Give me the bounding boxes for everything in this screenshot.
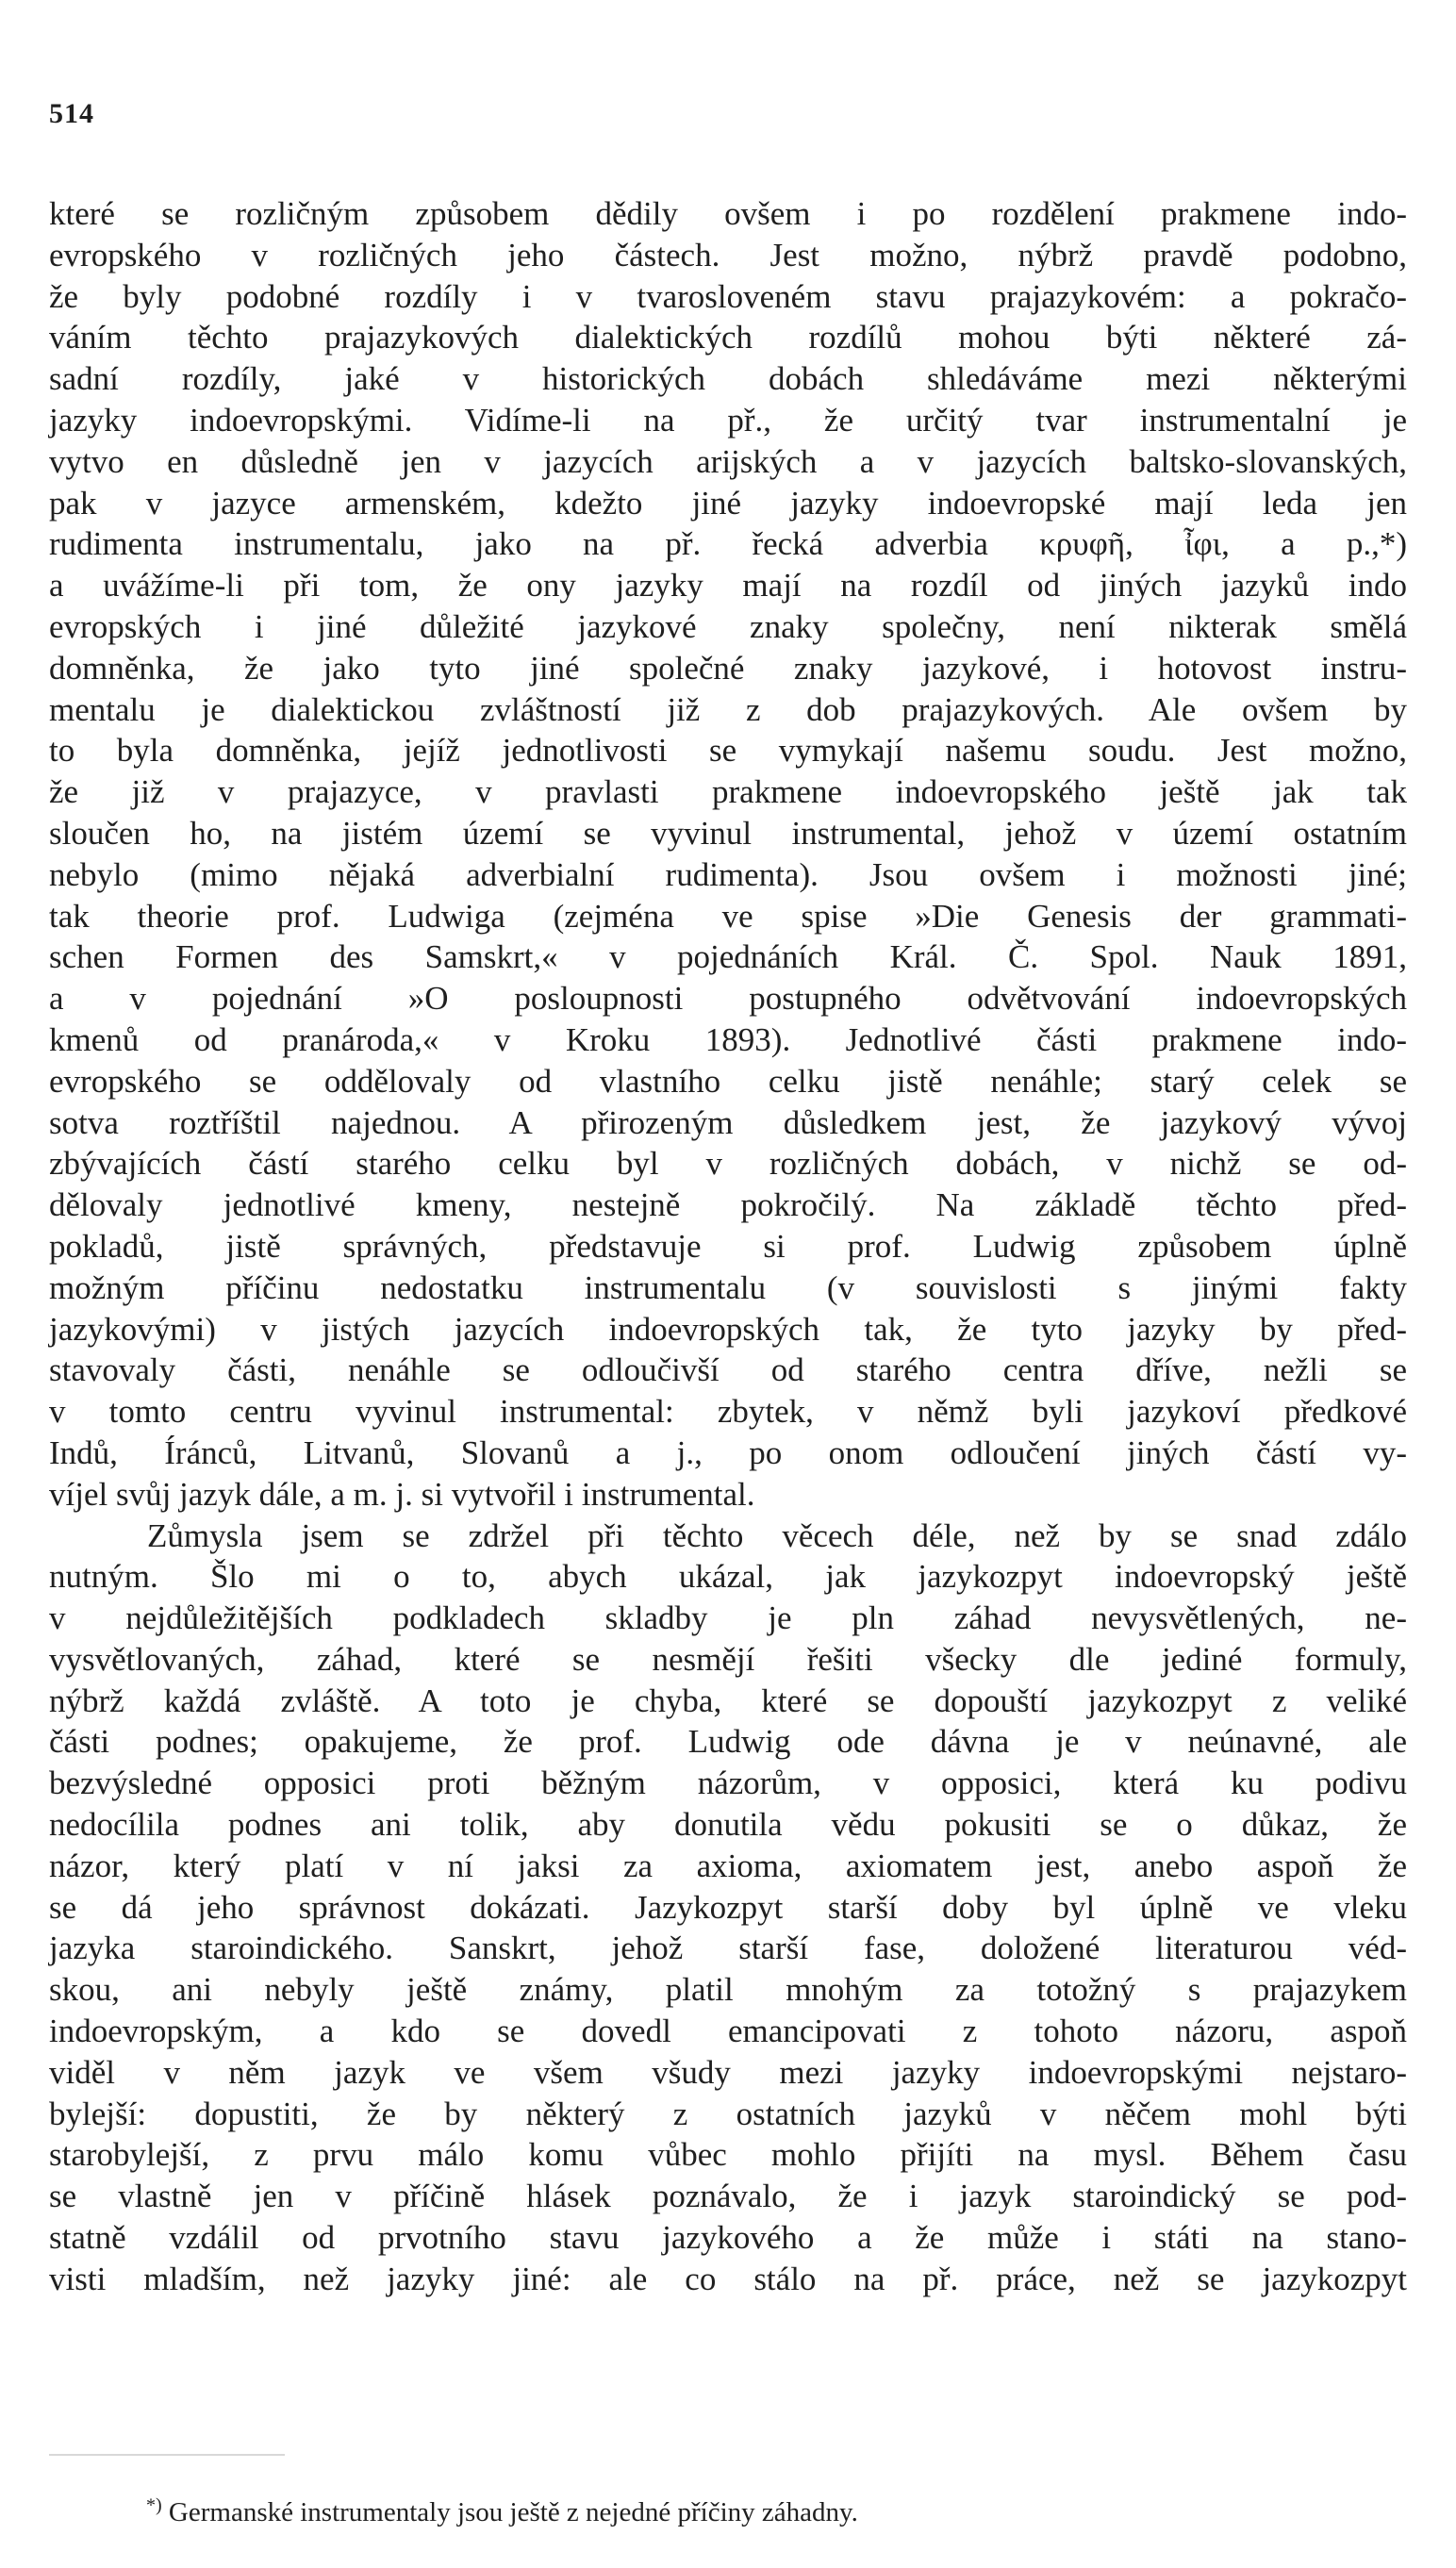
text-line: viděl v něm jazyk ve všem všudy mezi jazyky indoevropskými nejstaro- — [49, 2053, 1407, 2091]
text-line: které se rozličným způsobem dědily ovšem i po rozdělení prakmene indo- — [49, 195, 1407, 232]
text-line: evropského v rozličných jeho částech. Jest možno, nýbrž pravdě podobno, — [49, 236, 1407, 273]
text-line: se vlastně jen v příčině hlásek poznávalo, že i jazyk staroindický se pod- — [49, 2178, 1407, 2215]
text-line: jazyky indoevropskými. Vidíme-li na př., že určitý tvar instrumentalní je — [49, 401, 1407, 439]
text-line: kmenů od pranároda,« v Kroku 1893). Jednotlivé části prakmene indo- — [49, 1020, 1407, 1058]
text-line: názor, který platí v ní jaksi za axioma, axiomatem jest, anebo aspoň že — [49, 1847, 1407, 1884]
text-line: a uvážíme-li při tom, že ony jazyky mají na rozdíl od jiných jazyků indo — [49, 567, 1407, 605]
text-line: nedocílila podnes ani tolik, aby donutila vědu pokusiti se o důkaz, že — [49, 1806, 1407, 1844]
text-line: schen Formen des Samskrt,« v pojednáních Král. Č. Spol. Nauk 1891, — [49, 938, 1407, 976]
text-line: pokladů, jistě správných, představuje si prof. Ludwig způsobem úplně — [49, 1227, 1407, 1265]
footnote-text: Germanské instrumentaly jsou ještě z nejedné příčiny záhadny. — [168, 2497, 858, 2527]
text-line: tak theorie prof. Ludwiga (zejména ve spise »Die Genesis der grammati- — [49, 897, 1407, 935]
text-line: že byly podobné rozdíly i v tvarosloveném stavu prajazykovém: a pokračo- — [49, 277, 1407, 315]
text-line: mentalu je dialektickou zvláštností již z dob prajazykových. Ale ovšem by — [49, 690, 1407, 728]
body-text — [49, 193, 1407, 2300]
text-line: nutným. Šlo mi o to, abych ukázal, jak jazykozpyt indoevropský ještě — [49, 1558, 1407, 1596]
text-line: vytvo en důsledně jen v jazycích arijských a v jazycích baltsko-slovanských, — [49, 442, 1407, 480]
text-line: domněnka, že jako tyto jiné společné znaky jazykové, i hotovost instru- — [49, 649, 1407, 687]
text-line: evropského se oddělovaly od vlastního celku jistě nenáhle; starý celek se — [49, 1062, 1407, 1100]
text-line: bylejší: dopustiti, že by některý z ostatních jazyků v něčem mohl býti — [49, 2095, 1407, 2132]
text-line: to byla domněnka, jejíž jednotlivosti se vymykají našemu soudu. Jest možno, — [49, 732, 1407, 770]
text-line: vysvětlovaných, záhad, které se nesmějí řešiti všecky dle jediné formuly, — [49, 1640, 1407, 1678]
text-line: dělovaly jednotlivé kmeny, nestejně pokročilý. Na základě těchto před- — [49, 1186, 1407, 1224]
text-line: starobylejší, z prvu málo komu vůbec mohlo přijíti na mysl. Během času — [49, 2136, 1407, 2174]
paragraph-end-line: víjel svůj jazyk dále, a m. j. si vytvořil i instrumental. — [49, 1475, 755, 1513]
text-line: statně vzdálil od prvotního stavu jazykového a že může i státi na stano- — [49, 2219, 1407, 2257]
footnote — [146, 2494, 858, 2528]
footnote-divider — [49, 2454, 285, 2456]
text-line: v tomto centru vyvinul instrumental: zbytek, v němž byli jazykoví předkové — [49, 1393, 1407, 1431]
text-line: jazykovými) v jistých jazycích indoevropských tak, že tyto jazyky by před- — [49, 1310, 1407, 1348]
text-line: a v pojednání »O posloupnosti postupného odvětvování indoevropských — [49, 980, 1407, 1018]
paragraph-start-line: Zůmysla jsem se zdržel při těchto věcech déle, než by se snad zdálo — [147, 1516, 1407, 1554]
text-line: stavovaly části, nenáhle se odloučivší od starého centra dříve, nežli se — [49, 1351, 1407, 1389]
page-number: 514 — [49, 98, 94, 129]
text-line: Indů, Íránců, Litvanů, Slovanů a j., po onom odloučení jiných částí vy- — [49, 1433, 1407, 1471]
text-line: evropských i jiné důležité jazykové znaky společny, není nikterak smělá — [49, 607, 1407, 645]
text-line: sloučen ho, na jistém území se vyvinul instrumental, jehož v území ostatním — [49, 814, 1407, 852]
text-line: zbývajících částí starého celku byl v rozličných dobách, v nichž se od- — [49, 1145, 1407, 1183]
text-line: visti mladším, než jazyky jiné: ale co stálo na př. práce, než se jazykozpyt — [49, 2260, 1407, 2297]
text-line: možným příčinu nedostatku instrumentalu (v souvislosti s jinými fakty — [49, 1268, 1407, 1306]
text-line: sadní rozdíly, jaké v historických dobách shledáváme mezi některými — [49, 360, 1407, 398]
text-line: pak v jazyce armenském, kdežto jiné jazyky indoevropské mají leda jen — [49, 484, 1407, 522]
text-line: se dá jeho správnost dokázati. Jazykozpyt starší doby byl úplně ve vleku — [49, 1888, 1407, 1926]
text-line: váním těchto prajazykových dialektických rozdílů mohou býti některé zá- — [49, 319, 1407, 356]
footnote-marker: *) — [146, 2494, 162, 2516]
text-line: bezvýsledné opposici proti běžným názorům, v opposici, která ku podivu — [49, 1764, 1407, 1802]
text-line: v nejdůležitějších podkladech skladby je pln záhad nevysvětlených, ne- — [49, 1599, 1407, 1637]
text-line: rudimenta instrumentalu, jako na př. řecká adverbia κρυφῆ, ἶφι, a p.,*) — [49, 525, 1407, 563]
text-line: nýbrž každá zvláště. A toto je chyba, které se dopouští jazykozpyt z veliké — [49, 1682, 1407, 1719]
text-line: že již v prajazyce, v pravlasti prakmene indoevropského ještě jak tak — [49, 773, 1407, 811]
text-line: skou, ani nebyly ještě známy, platil mnohým za totožný s prajazykem — [49, 1971, 1407, 2009]
text-line: části podnes; opakujeme, že prof. Ludwig ode dávna je v neúnavné, ale — [49, 1723, 1407, 1761]
text-line: jazyka staroindického. Sanskrt, jehož starší fase, doložené literaturou véd- — [49, 1930, 1407, 1967]
text-line: indoevropským, a kdo se dovedl emancipovati z tohoto názoru, aspoň — [49, 2013, 1407, 2050]
text-line: nebylo (mimo nějaká adverbialní rudimenta). Jsou ovšem i možnosti jiné; — [49, 855, 1407, 893]
text-line: sotva roztříštil najednou. A přirozeným důsledkem jest, že jazykový vývoj — [49, 1103, 1407, 1141]
